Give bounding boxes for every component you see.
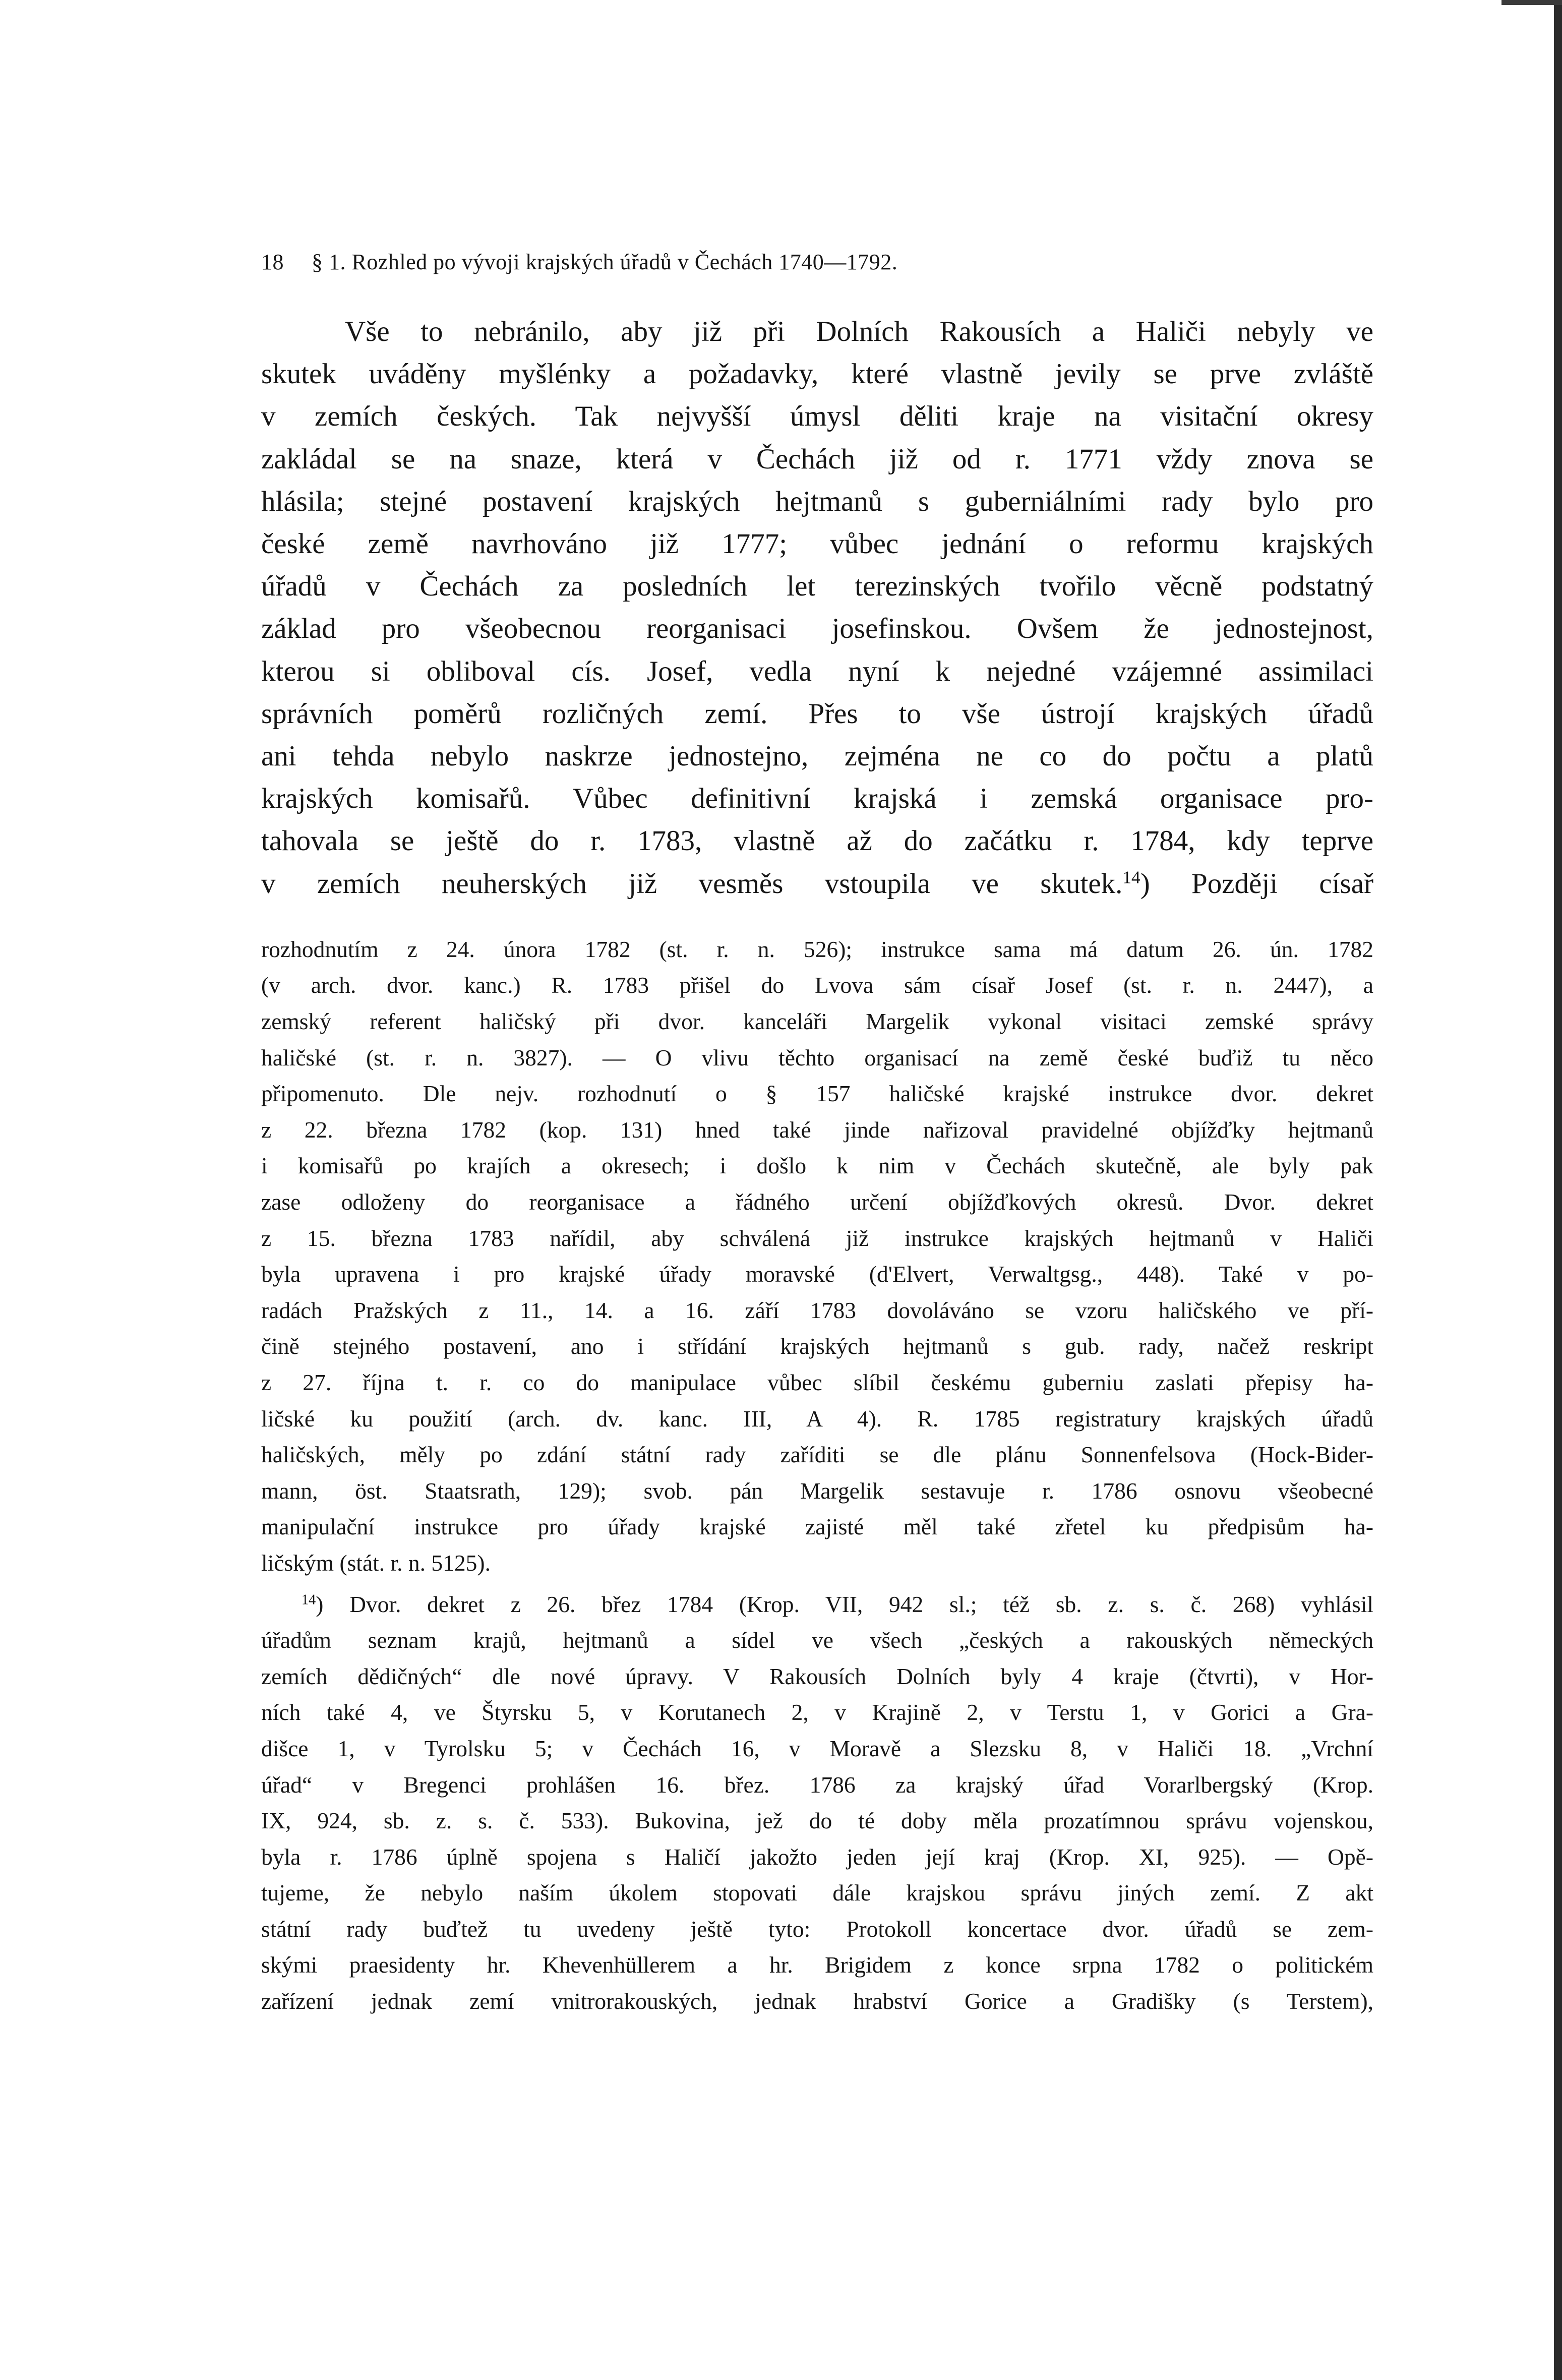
main-text-line: úřadů v Čechách za posledních let terezinských tvořilo věcně podstatný bbox=[261, 570, 1373, 603]
footnote-marker-14: 14 bbox=[302, 1592, 316, 1608]
footnote-line: zemský referent haličský při dvor. kanceláři Margelik vykonal visitaci zemské správy bbox=[261, 1008, 1373, 1035]
footnote-line: haličských, měly po zdání státní rady zaříditi se dle plánu Sonnenfelsova (Hock-Bider- bbox=[261, 1442, 1373, 1468]
footnote-line: byla r. 1786 úplně spojena s Haličí jakožto jeden její kraj (Krop. XI, 925). — Opě- bbox=[261, 1843, 1373, 1870]
main-text-line: tahovala se ještě do r. 1783, vlastně až do začátku r. 1784, kdy teprve bbox=[261, 825, 1373, 857]
main-text-line: hlásila; stejné postavení krajských hejtmanů s guberniálními rady bylo pro bbox=[261, 485, 1373, 517]
main-text-last-before: v zemích neuherských již vesměs vstoupila ve skutek. bbox=[261, 867, 1123, 900]
main-text-line: Vše to nebránilo, aby již při Dolních Rakousích a Haliči nebyly ve bbox=[345, 316, 1373, 347]
footnote-line: i komisařů po krajích a okresech; i došlo k nim v Čechách skutečně, ale byly pak bbox=[261, 1153, 1373, 1179]
footnote-line: mann, öst. Staatsrath, 129); svob. pán Margelik sestavuje r. 1786 osnovu všeobecné bbox=[261, 1477, 1373, 1504]
footnote-line: státní rady buďtež tu uvedeny ještě tyto: Protokoll koncertace dvor. úřadů se zem- bbox=[261, 1916, 1373, 1942]
main-text-line: správních poměrů rozličných zemí. Přes to vše ústrojí krajských úřadů bbox=[261, 697, 1373, 730]
footnote-14-first-text: ) Dvor. dekret z 26. břez 1784 (Krop. VII, 942 sl.; též sb. z. s. č. 268) vyhlásil bbox=[316, 1591, 1373, 1617]
footnote-line: IX, 924, sb. z. s. č. 533). Bukovina, jež do té doby měla prozatímnou správu vojenskou, bbox=[261, 1808, 1373, 1834]
footnote-14 bbox=[261, 1586, 1373, 2019]
footnote-ref-14[interactable]: 14 bbox=[1122, 867, 1140, 887]
main-text bbox=[261, 311, 1373, 905]
main-text-line: skutek uváděny myšlénky a požadavky, které vlastně jevily se prve zvláště bbox=[261, 358, 1373, 390]
footnote-continued bbox=[261, 931, 1373, 1581]
running-title: § 1. Rozhled po vývoji krajských úřadů v Čechách 1740—1792. bbox=[312, 250, 898, 274]
footnotes bbox=[261, 931, 1373, 2019]
running-header bbox=[261, 247, 1373, 277]
main-text-line: krajských komisařů. Vůbec definitivní krajská i zemská organisace pro- bbox=[261, 783, 1373, 815]
footnote-line: radách Pražských z 11., 14. a 16. září 1783 dovoláváno se vzoru haličského ve pří- bbox=[261, 1297, 1373, 1323]
footnote-line: rozhodnutím z 24. února 1782 (st. r. n. 526); instrukce sama má datum 26. ún. 1782 bbox=[261, 936, 1373, 962]
footnote-line: haličské (st. r. n. 3827). — O vlivu těchto organisací na země české buďiž tu něco bbox=[261, 1044, 1373, 1070]
main-text-line: v zemích českých. Tak nejvyšší úmysl děliti kraje na visitační okresy bbox=[261, 400, 1373, 433]
footnote-line: zemích dědičných“ dle nové úpravy. V Rakousích Dolních byly 4 kraje (čtvrti), v Hor- bbox=[261, 1663, 1373, 1689]
footnote-line: úřadům seznam krajů, hejtmanů a sídel ve všech „českých a rakouských německých bbox=[261, 1627, 1373, 1653]
main-text-line: zakládal se na snaze, která v Čechách již od r. 1771 vždy znova se bbox=[261, 443, 1373, 475]
footnote-line: z 27. října t. r. co do manipulace vůbec slíbil českému guberniu zaslati přepisy ha- bbox=[261, 1369, 1373, 1395]
book-page bbox=[261, 247, 1373, 2019]
footnote-line: zařízení jednak zemí vnitrorakouských, jednak hrabství Gorice a Gradišky (s Terstem), bbox=[261, 1988, 1373, 2014]
footnote-line: dišce 1, v Tyrolsku 5; v Čechách 16, v Moravě a Slezsku 8, v Haliči 18. „Vrchní bbox=[261, 1735, 1373, 1761]
main-text-last-after: ) Později císař bbox=[1140, 867, 1373, 900]
footnote-line: připomenuto. Dle nejv. rozhodnutí o § 157 haličské krajské instrukce dvor. dekret bbox=[261, 1081, 1373, 1107]
main-text-line: základ pro všeobecnou reorganisaci josefinskou. Ovšem že jednostejnost, bbox=[261, 613, 1373, 645]
footnote-line: tujeme, že nebylo naším úkolem stopovati dále krajskou správu jiných zemí. Z akt bbox=[261, 1880, 1373, 1906]
footnote-line: úřad“ v Bregenci prohlášen 16. břez. 1786 za krajský úřad Vorarlbergský (Krop. bbox=[261, 1771, 1373, 1798]
footnote-line: ličské ku použití (arch. dv. kanc. III, A 4). R. 1785 registratury krajských úřadů bbox=[261, 1405, 1373, 1432]
main-text-line: ani tehda nebylo naskrze jednostejno, zejména ne co do počtu a platů bbox=[261, 740, 1373, 772]
footnote-line: zase odloženy do reorganisace a řádného určení objížďkových okresů. Dvor. dekret bbox=[261, 1189, 1373, 1215]
footnote-line: ních také 4, ve Štyrsku 5, v Korutanech 2, v Krajině 2, v Terstu 1, v Gorici a Gra- bbox=[261, 1699, 1373, 1726]
footnote-line: (v arch. dvor. kanc.) R. 1783 přišel do Lvova sám císař Josef (st. r. n. 2447), a bbox=[261, 972, 1373, 998]
footnote-line: manipulační instrukce pro úřady krajské zajisté měl také zřetel ku předpisům ha- bbox=[261, 1514, 1373, 1540]
main-text-line: kterou si obliboval cís. Josef, vedla nyní k nejedné vzájemné assimilaci bbox=[261, 655, 1373, 687]
scan-edge-right bbox=[1554, 0, 1562, 2380]
footnote-line: byla upravena i pro krajské úřady moravské (d'Elvert, Verwaltgsg., 448). Také v po- bbox=[261, 1261, 1373, 1287]
scan-edge-top bbox=[1501, 0, 1562, 5]
footnote-line: čině stejného postavení, ano i střídání krajských hejtmanů s gub. rady, načež reskript bbox=[261, 1333, 1373, 1359]
footnote-line: z 22. března 1782 (kop. 131) hned také jinde nařizoval pravidelné objížďky hejtmanů bbox=[261, 1116, 1373, 1143]
footnote-line: ličským (stát. r. n. 5125). bbox=[261, 1550, 491, 1576]
footnote-14-first-line bbox=[261, 1586, 1373, 1623]
main-text-line: české země navrhováno již 1777; vůbec jednání o reformu krajských bbox=[261, 528, 1373, 560]
footnote-line: skými praesidenty hr. Khevenhüllerem a hr. Brigidem z konce srpna 1782 o politickém bbox=[261, 1952, 1373, 1978]
footnote-line: z 15. března 1783 nařídil, aby schválená již instrukce krajských hejtmanů v Haliči bbox=[261, 1225, 1373, 1251]
main-text-line-last bbox=[261, 863, 1373, 905]
page-number: 18 bbox=[261, 250, 284, 274]
